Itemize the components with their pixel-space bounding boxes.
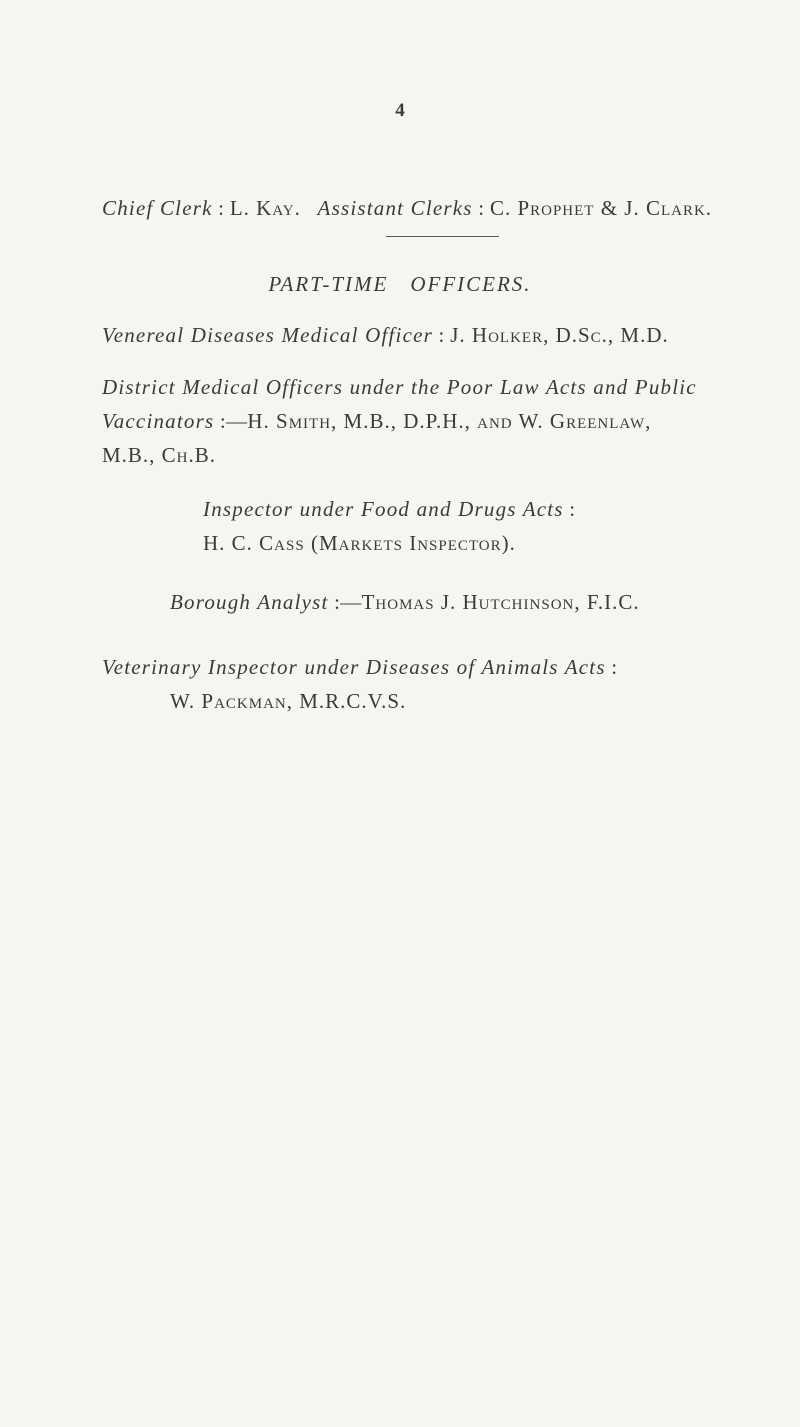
veterinary-inspector-name: W. Packman, M.R.C.V.S.	[170, 689, 407, 713]
veterinary-inspector-label: Veterinary Inspector under Diseases of Animals Acts	[102, 655, 606, 679]
food-inspector-name: H. C. Cass (Markets Inspector).	[203, 531, 516, 555]
clerks-line: Chief Clerk : L. Kay. Assistant Clerks : C. Prophet & J. Clark.	[102, 196, 713, 220]
heading-word-part-time: PART-TIME	[268, 272, 389, 296]
section-divider	[386, 236, 499, 237]
borough-analyst-name: Thomas J. Hutchinson, F.I.C.	[361, 590, 640, 614]
veterinary-inspector-label-line: Veterinary Inspector under Diseases of Animals Acts :	[102, 655, 618, 679]
district-officers-names-1: H. Smith, M.B., D.P.H., and W. Greenlaw,	[247, 409, 652, 433]
chief-clerk-label: Chief Clerk	[102, 196, 213, 220]
borough-analyst-line: Borough Analyst :—Thomas J. Hutchinson, F.I.C.	[170, 590, 640, 614]
section-heading	[0, 272, 800, 297]
heading-word-officers: OFFICERS.	[410, 272, 532, 296]
district-officers-line-1	[102, 375, 697, 400]
food-inspector-label-line: Inspector under Food and Drugs Acts :	[203, 497, 576, 521]
veterinary-inspector-name-line	[170, 689, 406, 714]
food-inspector-label: Inspector under Food and Drugs Acts	[203, 497, 564, 521]
chief-clerk-name: L. Kay.	[229, 196, 301, 220]
assistant-clerks-names: C. Prophet & J. Clark.	[489, 196, 713, 220]
district-officers-line-2: Vaccinators :—H. Smith, M.B., D.P.H., and W. Greenlaw,	[102, 409, 652, 433]
vd-officer-label: Venereal Diseases Medical Officer	[102, 323, 433, 347]
page-number: 4	[395, 100, 405, 121]
district-officers-label-1: District Medical Officers under the Poor Law Acts and Public	[102, 375, 697, 399]
vd-officer-line: Venereal Diseases Medical Officer : J. Holker, D.Sc., M.D.	[102, 323, 669, 347]
borough-analyst-label: Borough Analyst	[170, 590, 329, 614]
assistant-clerks-label: Assistant Clerks	[317, 196, 473, 220]
food-inspector-name-line	[203, 531, 516, 556]
vd-officer-name: J. Holker, D.Sc., M.D.	[450, 323, 669, 347]
district-officers-label-2: Vaccinators	[102, 409, 215, 433]
district-officers-names-2: M.B., Ch.B.	[102, 443, 217, 467]
district-officers-line-3	[102, 443, 216, 468]
